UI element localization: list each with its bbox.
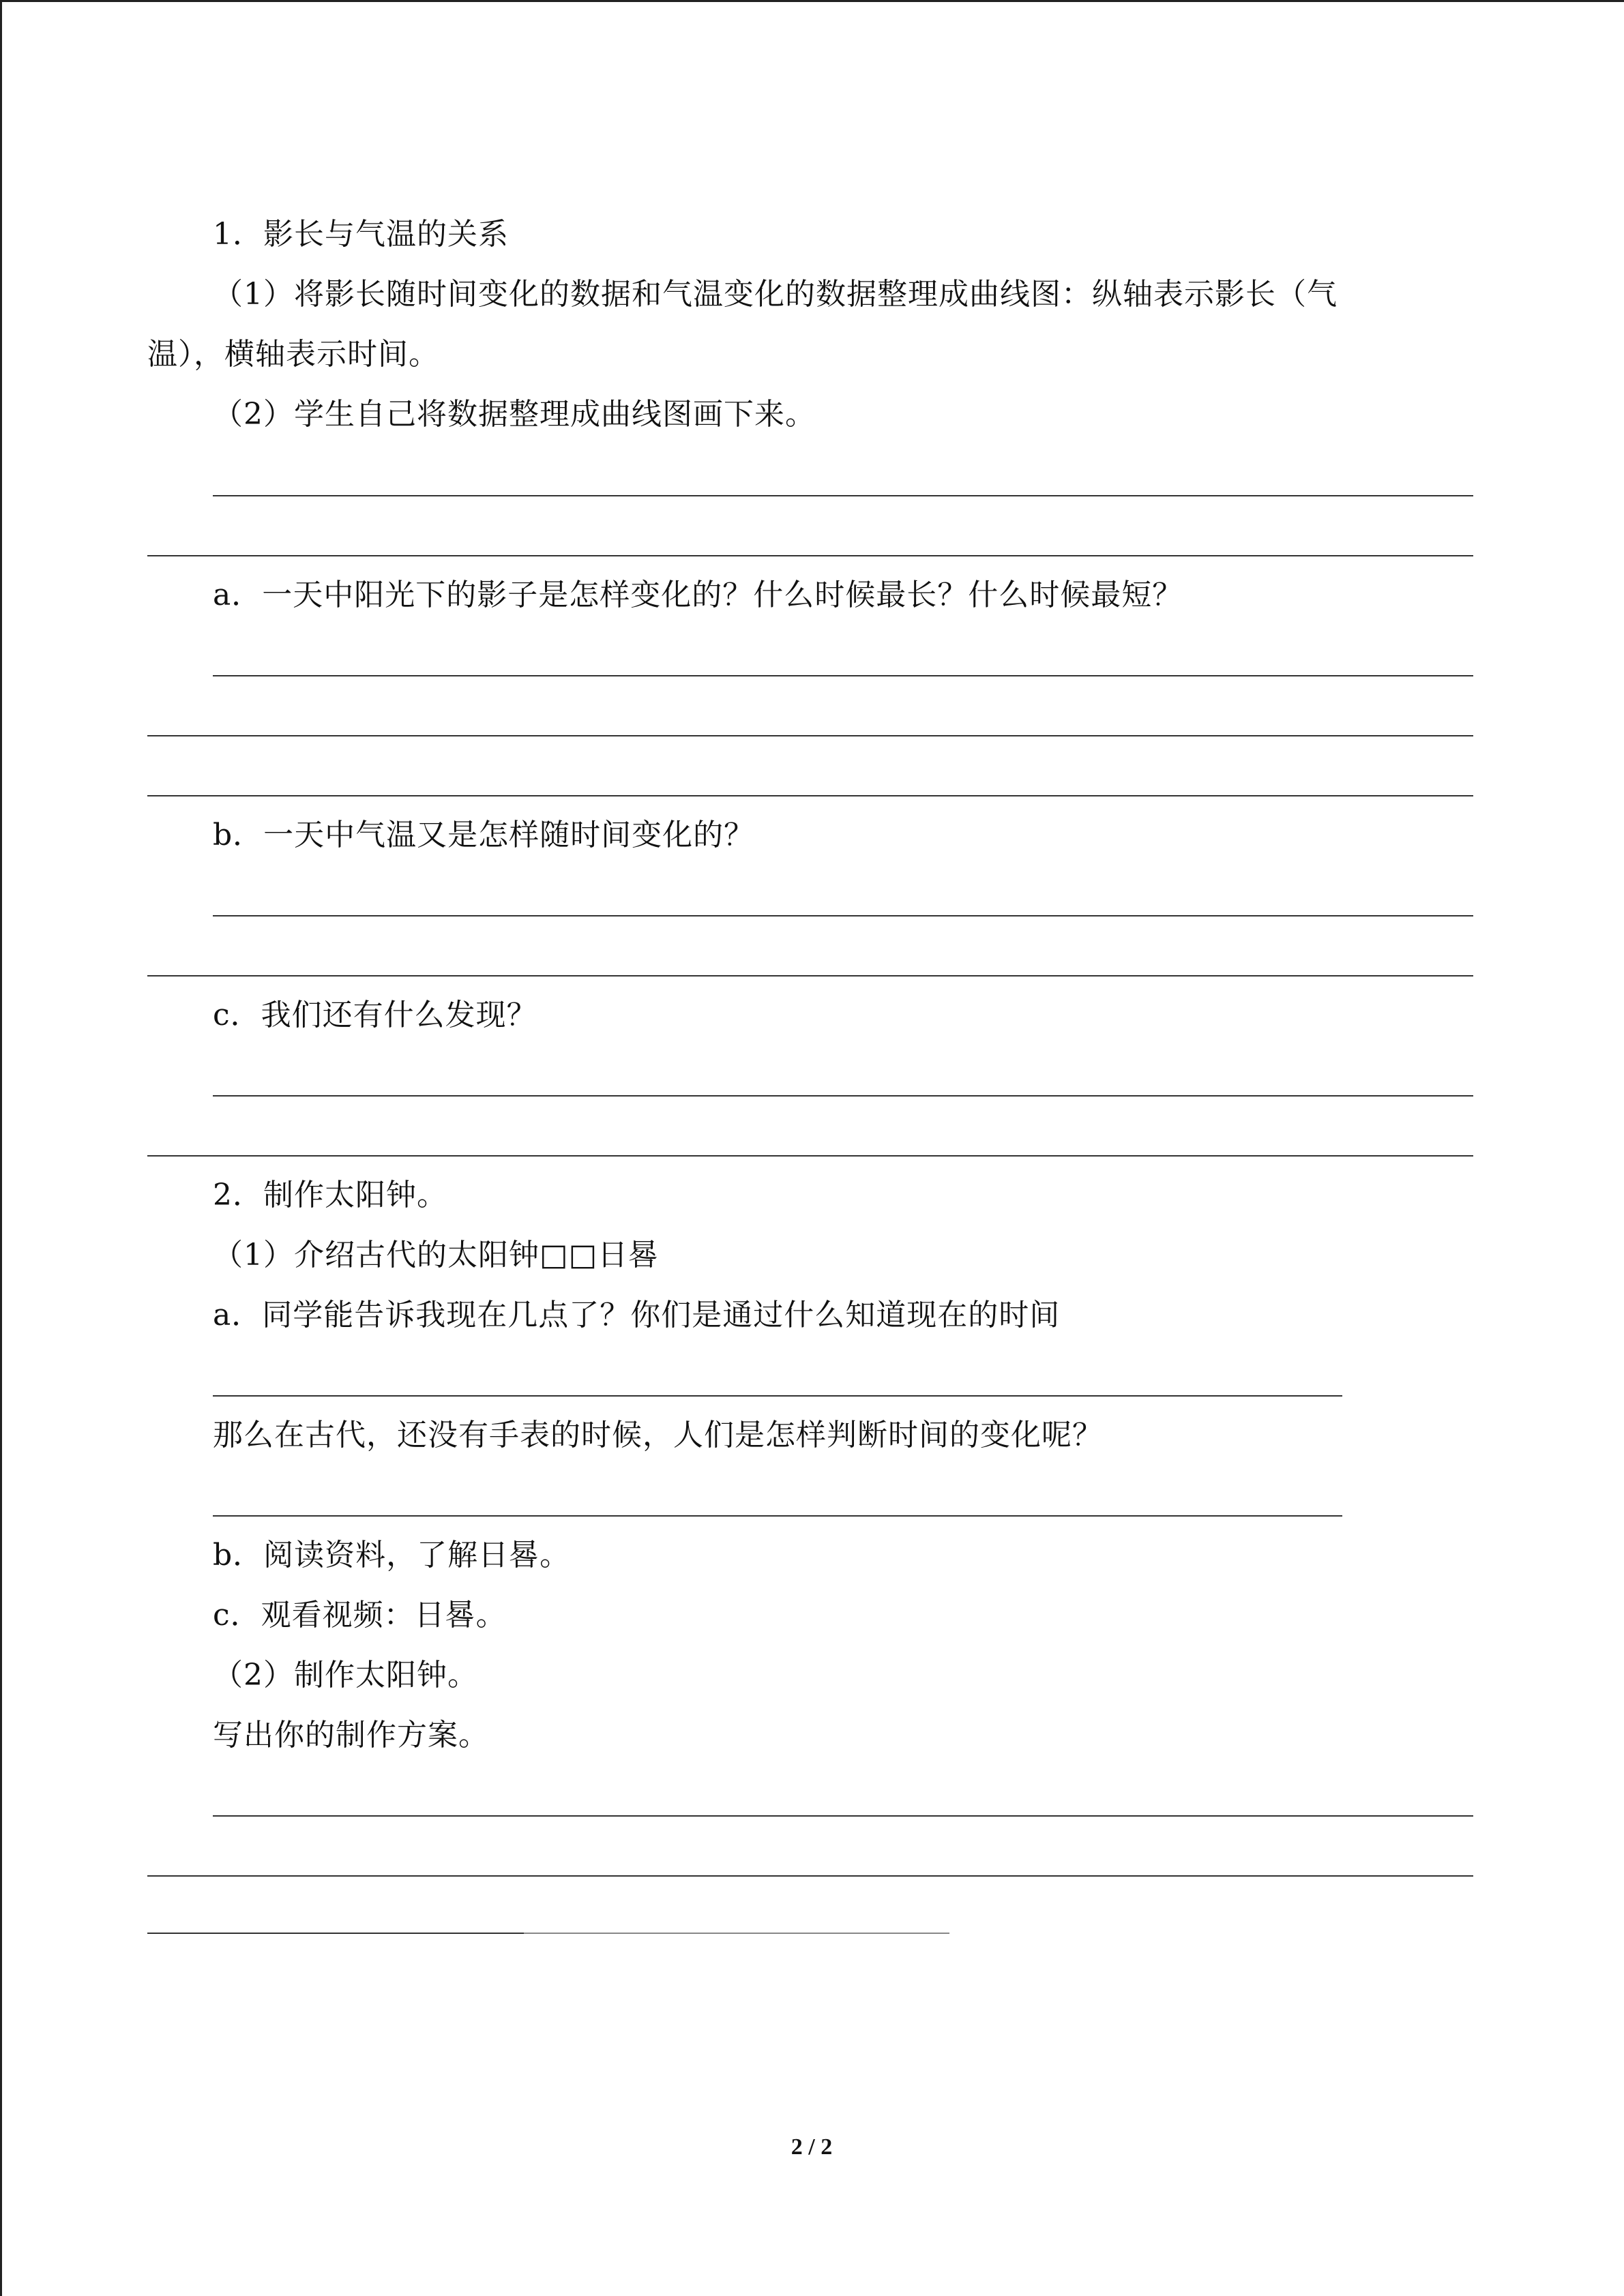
section-1-paragraph-2: （2）学生自己将数据整理成曲线图画下来。 [213, 397, 816, 432]
page-number: 2 / 2 [791, 2134, 833, 2160]
answer-line-extension [524, 1933, 949, 1934]
section-2-item-a: a．同学能告诉我现在几点了？你们是通过什么知道现在的时间 [213, 1298, 1061, 1332]
answer-line[interactable] [147, 1933, 524, 1934]
answer-line[interactable] [213, 1095, 1473, 1097]
answer-line[interactable] [147, 1155, 1473, 1157]
answer-line[interactable] [147, 1875, 1473, 1877]
section-1-paragraph-1-line-1: （1）将影长随时间变化的数据和气温变化的数据整理成曲线图：纵轴表示影长（气 [213, 277, 1338, 312]
answer-line[interactable] [213, 495, 1473, 496]
answer-line[interactable] [213, 675, 1473, 676]
question-c: c．我们还有什么发现？ [213, 998, 537, 1032]
section-2-paragraph-2: （2）制作太阳钟。 [213, 1658, 478, 1693]
answer-line[interactable] [213, 1815, 1473, 1817]
answer-line[interactable] [147, 555, 1473, 556]
section-1-title: 1．影长与气温的关系 [213, 217, 509, 252]
section-2-plan-prompt: 写出你的制作方案。 [213, 1718, 489, 1753]
answer-line[interactable] [213, 915, 1473, 916]
question-a: a．一天中阳光下的影子是怎样变化的？什么时候最长？什么时候最短？ [213, 578, 1183, 612]
page-border-top [0, 0, 1624, 2]
section-2-paragraph-1: （1）介绍古代的太阳钟□□日晷 [213, 1238, 660, 1272]
answer-line[interactable] [213, 1515, 1342, 1517]
section-2-title: 2．制作太阳钟。 [213, 1178, 447, 1212]
answer-line[interactable] [147, 795, 1473, 796]
answer-line[interactable] [147, 975, 1473, 976]
section-1-paragraph-1-line-2: 温），横轴表示时间。 [147, 337, 439, 372]
question-b: b．一天中气温又是怎样随时间变化的？ [213, 818, 755, 852]
answer-line[interactable] [147, 735, 1473, 736]
section-2-item-a-followup: 那么在古代，还没有手表的时候，人们是怎样判断时间的变化呢？ [213, 1418, 1103, 1452]
answer-line[interactable] [213, 1395, 1342, 1397]
section-2-item-b: b．阅读资料，了解日晷。 [213, 1538, 571, 1572]
page-border-left [0, 0, 2, 2296]
section-2-item-c: c．观看视频：日晷。 [213, 1598, 507, 1632]
